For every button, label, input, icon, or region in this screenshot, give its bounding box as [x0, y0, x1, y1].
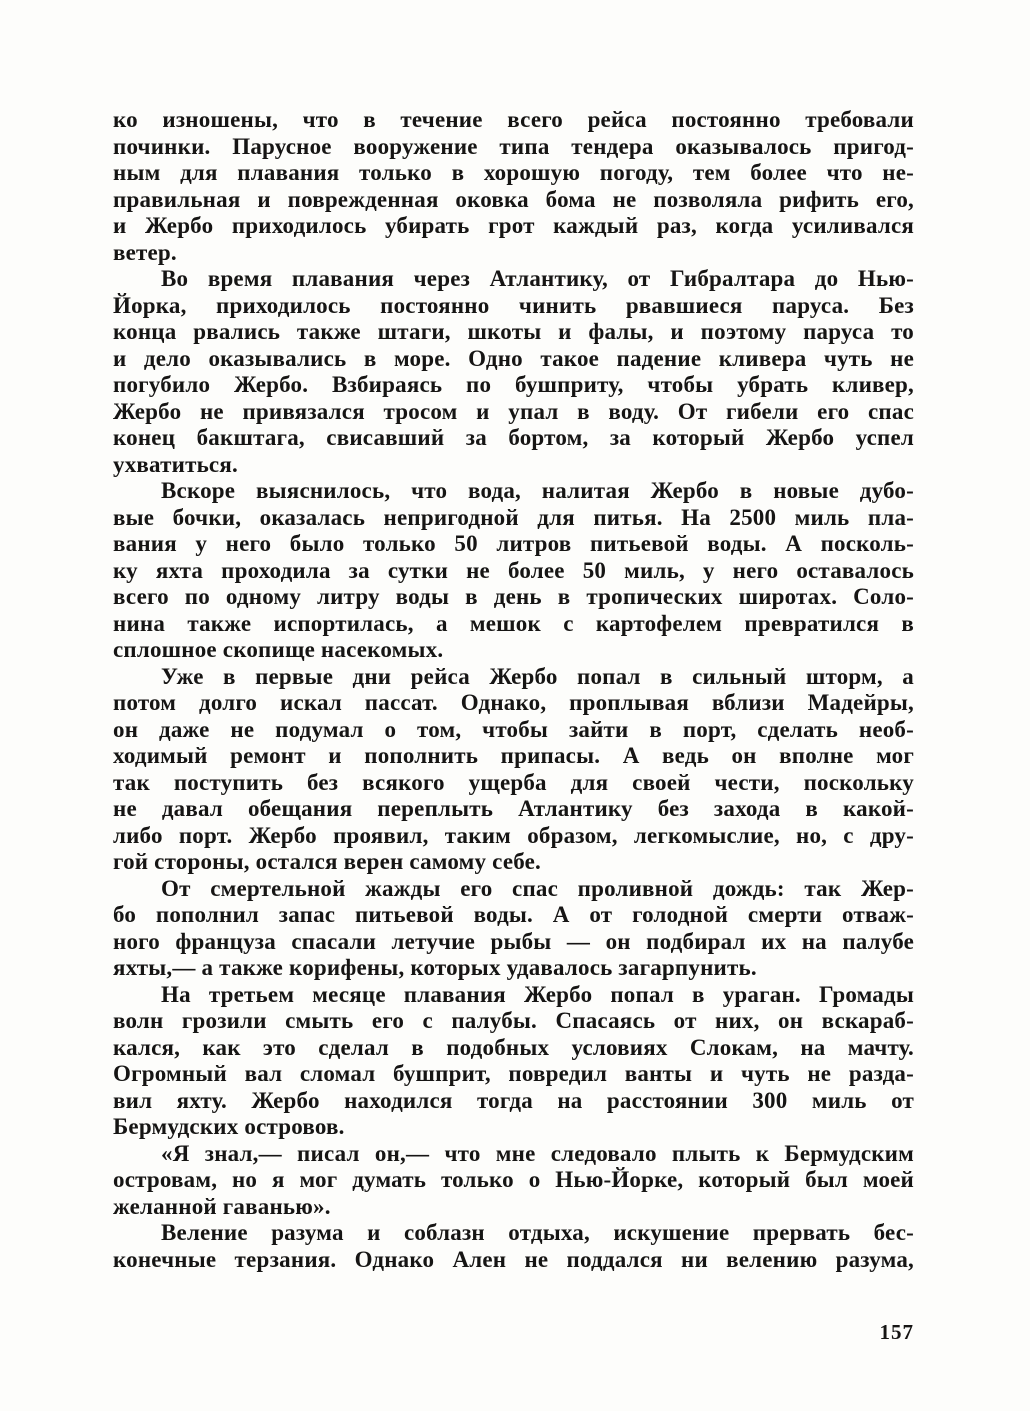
text-line: Жербо не привязался тросом и упал в воду. От гибели его спас: [113, 398, 914, 424]
text-line: островам, но я мог думать только о Нью-Йорке, который был моей: [113, 1167, 914, 1192]
text-line: сплошное скопище насекомых.: [113, 637, 444, 662]
text-line: ухватиться.: [113, 451, 238, 477]
text-line: нина также испортилась, а мешок с картофелем превратился в: [113, 610, 914, 636]
text-line: вил яхту. Жербо находился тогда на расстоянии 300 миль от: [113, 1087, 914, 1113]
text-line: конечные терзания. Однако Ален не поддался ни велению разума,: [113, 1246, 914, 1272]
text-line: ко изношены, что в течение всего рейса постоянно требовали: [113, 107, 914, 132]
text-line: погубило Жербо. Взбираясь по бушприту, чтобы убрать кливер,: [113, 372, 914, 397]
text-line: ку яхта проходила за сутки не более 50 миль, у него оставалось: [113, 557, 914, 583]
page-number: 157: [879, 1320, 914, 1344]
text-line: починки. Парусное вооружение типа тендера оказывалось пригод-: [113, 133, 914, 159]
text-line: ного француза спасали летучие рыбы — он подбирал их на палубе: [113, 928, 914, 954]
text-line: ветер.: [113, 239, 177, 265]
text-line: желанной гаванью».: [113, 1193, 331, 1219]
text-line: На третьем месяце плавания Жербо попал в ураган. Громады: [161, 981, 914, 1007]
text-line: вые бочки, оказалась непригодной для питья. На 2500 миль пла-: [113, 504, 914, 530]
text-line: волн грозили смыть его с палубы. Спасаясь от них, он вскараб-: [113, 1008, 914, 1033]
text-line: Бермудских островов.: [113, 1114, 345, 1139]
text-line: ходимый ремонт и пополнить припасы. А ведь он вполне мог: [113, 743, 914, 768]
text-line: бо пополнил запас питьевой воды. А от голодной смерти отваж-: [113, 902, 914, 927]
text-line: От смертельной жажды его спас проливной дождь: так Жер-: [161, 875, 914, 901]
page-text-block: [113, 107, 914, 1273]
text-line: он даже не подумал о том, чтобы зайти в порт, сделать необ-: [113, 716, 914, 742]
text-line: «Я знал,— писал он,— что мне следовало плыть к Бермудским: [161, 1140, 914, 1166]
text-line: конец бакштага, свисавший за бортом, за который Жербо успел: [113, 425, 914, 450]
text-line: кался, как это сделал в подобных условиях Слокам, на мачту.: [113, 1034, 914, 1060]
text-line: Огромный вал сломал бушприт, повредил ванты и чуть не разда-: [113, 1061, 914, 1086]
text-line: Веление разума и соблазн отдыха, искушение прервать бес-: [161, 1220, 914, 1245]
text-line: гой стороны, остался верен самому себе.: [113, 849, 541, 874]
text-line: не давал обещания переплыть Атлантику без захода в какой-: [113, 796, 914, 821]
text-line: Йорка, приходилось постоянно чинить рвавшиеся паруса. Без: [113, 292, 914, 318]
text-line: ным для плавания только в хорошую погоду, тем более что не-: [113, 160, 914, 185]
text-line: и дело оказывались в море. Одно такое падение кливера чуть не: [113, 345, 914, 371]
text-line: потом долго искал пассат. Однако, проплывая вблизи Мадейры,: [113, 690, 914, 715]
text-line: либо порт. Жербо проявил, таким образом, легкомыслие, но, с дру-: [113, 822, 914, 848]
text-line: Во время плавания через Атлантику, от Гибралтара до Нью-: [161, 266, 914, 291]
text-line: яхты,— а также корифены, которых удавалось загарпунить.: [113, 955, 757, 980]
text-line: Вскоре выяснилось, что вода, налитая Жербо в новые дубо-: [161, 478, 914, 503]
text-line: конца рвались также штаги, шкоты и фалы, и поэтому паруса то: [113, 319, 914, 344]
text-line: вания у него было только 50 литров питьевой воды. А посколь-: [113, 531, 914, 556]
text-line: правильная и поврежденная оковка бома не позволяла рифить его,: [113, 186, 914, 212]
text-line: так поступить без всякого ущерба для своей чести, поскольку: [113, 769, 914, 795]
text-line: всего по одному литру воды в день в тропических широтах. Соло-: [113, 584, 914, 609]
text-line: и Жербо приходилось убирать грот каждый раз, когда усиливался: [113, 213, 914, 238]
text-line: Уже в первые дни рейса Жербо попал в сильный шторм, а: [161, 663, 914, 689]
